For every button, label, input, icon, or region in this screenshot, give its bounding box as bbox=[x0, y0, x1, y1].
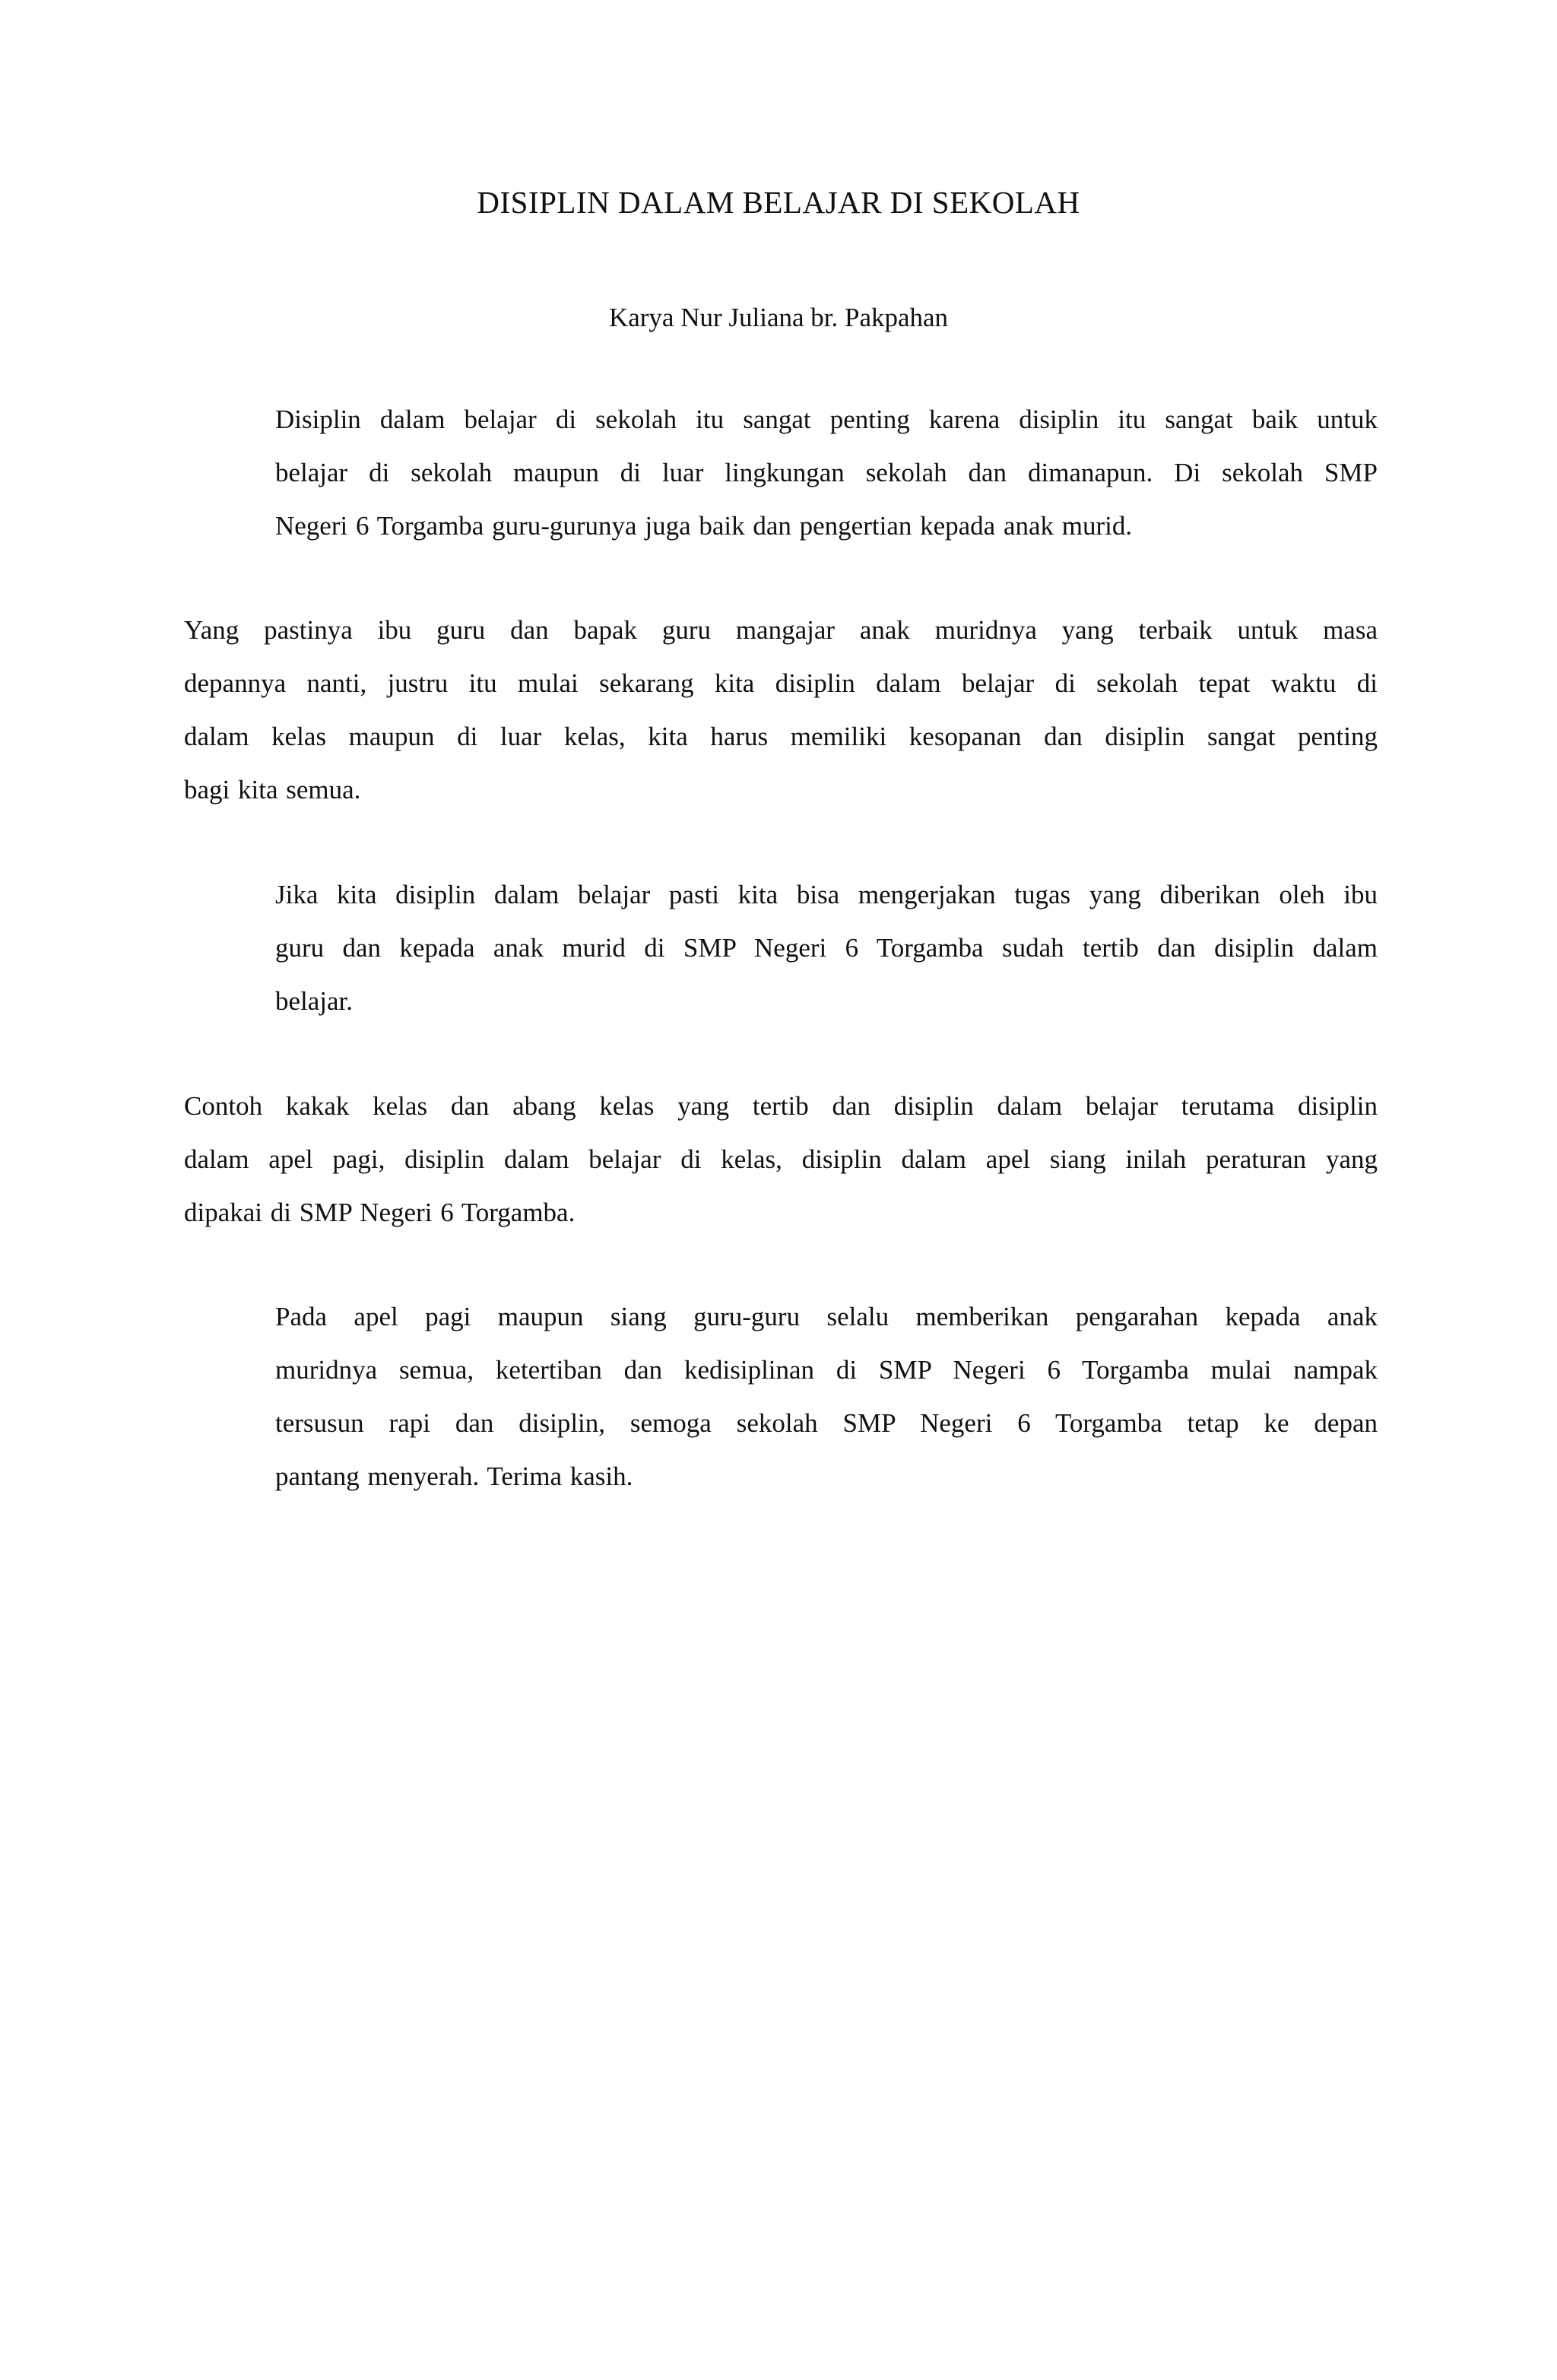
paragraph-line: Negeri 6 Torgamba guru-gurunya juga baik dan pengertian kepada anak murid. bbox=[275, 511, 1133, 541]
paragraph-4 bbox=[184, 1080, 1378, 1239]
paragraph-line: Jika kita disiplin dalam belajar pasti kita bisa mengerjakan tugas yang diberikan oleh ibu bbox=[275, 880, 1378, 909]
paragraph-line: Yang pastinya ibu guru dan bapak guru mangajar anak muridnya yang terbaik untuk masa bbox=[184, 615, 1378, 645]
paragraph-line: Disiplin dalam belajar di sekolah itu sangat penting karena disiplin itu sangat baik untuk bbox=[275, 405, 1378, 434]
paragraph-3 bbox=[275, 868, 1378, 1028]
paragraph-2 bbox=[184, 604, 1378, 817]
document-author: Karya Nur Juliana br. Pakpahan bbox=[608, 303, 949, 332]
paragraph-line: belajar. bbox=[275, 986, 354, 1016]
paragraph-line: Pada apel pagi maupun siang guru-guru selalu memberikan pengarahan kepada anak bbox=[275, 1302, 1378, 1331]
document-title: DISIPLIN DALAM BELAJAR DI SEKOLAH bbox=[477, 185, 1080, 220]
paragraph-line: pantang menyerah. Terima kasih. bbox=[275, 1461, 633, 1491]
paragraph-line: belajar di sekolah maupun di luar lingkungan sekolah dan dimanapun. Di sekolah SMP bbox=[275, 458, 1378, 487]
paragraph-line: depannya nanti, justru itu mulai sekarang kita disiplin dalam belajar di sekolah tepat waktu di bbox=[184, 668, 1378, 698]
paragraph-line: dalam apel pagi, disiplin dalam belajar di kelas, disiplin dalam apel siang inilah peraturan yang bbox=[184, 1144, 1378, 1174]
paragraph-line: muridnya semua, ketertiban dan kedisiplinan di SMP Negeri 6 Torgamba mulai nampak bbox=[275, 1355, 1378, 1385]
paragraph-line: dipakai di SMP Negeri 6 Torgamba. bbox=[184, 1198, 576, 1227]
paragraph-5 bbox=[275, 1290, 1378, 1503]
paragraph-line: guru dan kepada anak murid di SMP Negeri 6 Torgamba sudah tertib dan disiplin dalam bbox=[275, 933, 1378, 963]
paragraph-line: Contoh kakak kelas dan abang kelas yang tertib dan disiplin dalam belajar terutama disiplin bbox=[184, 1091, 1378, 1121]
paragraph-line: tersusun rapi dan disiplin, semoga sekolah SMP Negeri 6 Torgamba tetap ke depan bbox=[275, 1408, 1378, 1438]
paragraph-line: bagi kita semua. bbox=[184, 775, 361, 804]
paragraph-1 bbox=[275, 393, 1378, 553]
paragraph-line: dalam kelas maupun di luar kelas, kita harus memiliki kesopanan dan disiplin sangat penting bbox=[184, 722, 1378, 751]
